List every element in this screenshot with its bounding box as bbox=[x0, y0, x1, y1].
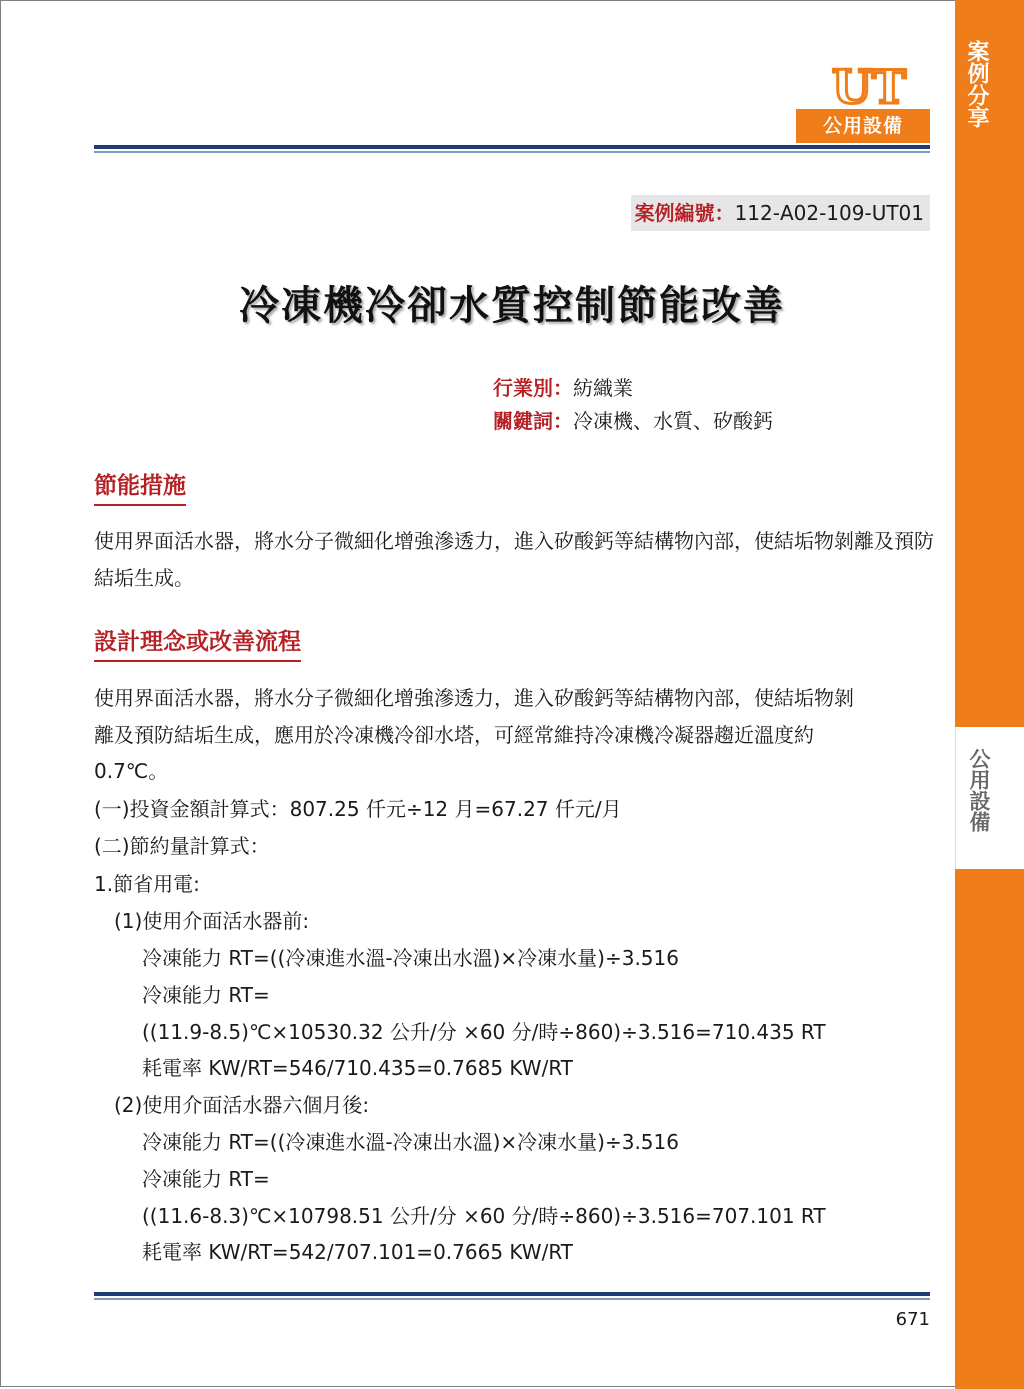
ut-logo bbox=[796, 63, 930, 143]
calc-after-line-2: 冷凍能力 RT= bbox=[142, 1167, 270, 1191]
case-meta bbox=[493, 372, 773, 438]
section-text-design: 使用界面活水器，將水分子微細化增強滲透力，進入矽酸鈣等結構物內部，使結垢物剝離及預防結垢生成，應用於冷凍機冷卻水塔，可經常維持冷凍機冷凝器趨近溫度約 0.7℃。 bbox=[94, 686, 854, 783]
header-rule bbox=[94, 145, 930, 153]
keywords-value: 冷凍機、水質、矽酸鈣 bbox=[573, 409, 773, 433]
calc-before-line-2: 冷凍能力 RT= bbox=[142, 983, 270, 1007]
industry-label: 行業別： bbox=[493, 376, 573, 400]
case-number-label: 案例編號： bbox=[634, 201, 735, 225]
section-text-measures: 使用界面活水器，將水分子微細化增強滲透力，進入矽酸鈣等結構物內部，使結垢物剝離及預防結垢生成。 bbox=[94, 529, 934, 590]
calc-invest: (一)投資金額計算式：807.25 仟元÷12 月=67.27 仟元/月 bbox=[94, 797, 622, 821]
calc-item-electricity: 1.節省用電: bbox=[94, 872, 200, 896]
calc-before-line-4: 耗電率 KW/RT=546/710.435=0.7685 KW/RT bbox=[142, 1056, 573, 1080]
calc-saving: (二)節約量計算式： bbox=[94, 834, 270, 858]
calc-before-line-3: ((11.9-8.5)℃×10530.32 公升/分 ×60 分/時÷860)÷3.516=710.435 RT bbox=[142, 1020, 826, 1044]
ut-logo-text: UT bbox=[831, 63, 907, 109]
side-tab-case-share[interactable]: 案例分享 bbox=[964, 40, 989, 128]
calc-before-line-1: 冷凍能力 RT=((冷凍進水溫-冷凍出水溫)×冷凍水量)÷3.516 bbox=[142, 946, 679, 970]
calc-before-head: (1)使用介面活水器前: bbox=[114, 909, 310, 933]
section-heading-design: 設計理念或改善流程 bbox=[94, 627, 301, 662]
calc-after-line-3: ((11.6-8.3)℃×10798.51 公升/分 ×60 分/時÷860)÷3.516=707.101 RT bbox=[142, 1204, 826, 1228]
keywords-label: 關鍵詞： bbox=[493, 409, 573, 433]
case-number-value: 112-A02-109-UT01 bbox=[734, 201, 924, 225]
page-title: 冷凍機冷卻水質控制節能改善 bbox=[239, 283, 785, 329]
side-bar bbox=[955, 0, 1024, 1389]
footer-rule bbox=[94, 1292, 930, 1300]
industry-value: 紡織業 bbox=[573, 376, 633, 400]
calc-after-head: (2)使用介面活水器六個月後: bbox=[114, 1093, 370, 1117]
calc-after-line-1: 冷凍能力 RT=((冷凍進水溫-冷凍出水溫)×冷凍水量)÷3.516 bbox=[142, 1130, 679, 1154]
side-tab-utilities-label: 公用設備 bbox=[967, 748, 991, 832]
section-heading-measures: 節能措施 bbox=[94, 471, 186, 506]
ut-logo-badge: 公用設備 bbox=[796, 109, 930, 143]
case-number bbox=[631, 195, 930, 231]
page-number: 671 bbox=[895, 1309, 930, 1330]
calc-after-line-4: 耗電率 KW/RT=542/707.101=0.7665 KW/RT bbox=[142, 1240, 573, 1264]
ut-logo-mark bbox=[808, 63, 930, 109]
